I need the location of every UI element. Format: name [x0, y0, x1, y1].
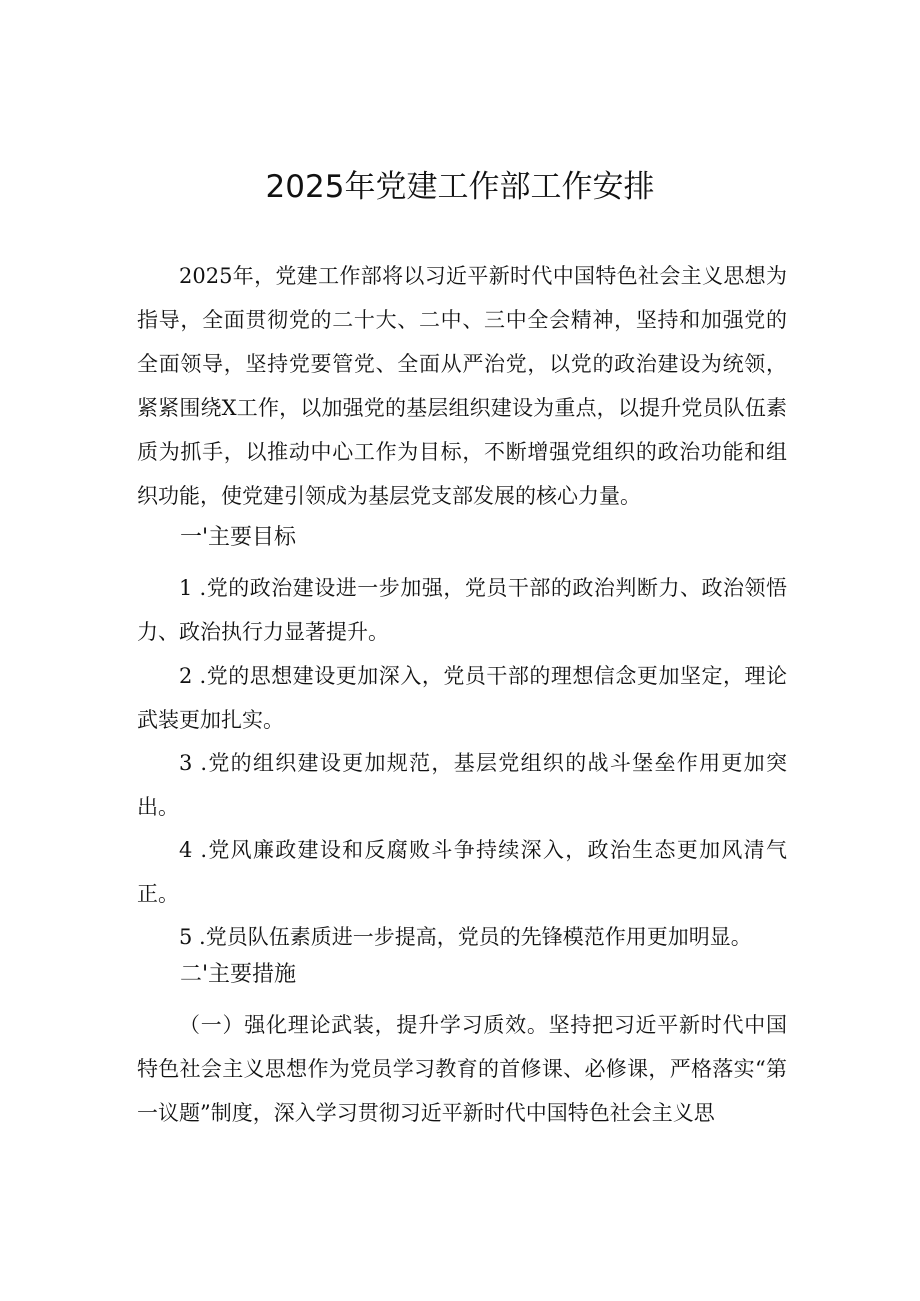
goal-item: 2 .党的思想建设更加深入，党员干部的理想信念更加坚定，理论武装更加扎实。 — [137, 664, 787, 732]
section-heading-main-goals: 一'主要目标 — [180, 525, 297, 550]
section-heading-main-measures: 二'主要措施 — [180, 962, 297, 987]
intro-paragraph: 2025年，党建工作部将以习近平新时代中国特色社会主义思想为指导，全面贯彻党的二十大、二中、三中全会精神，坚持和加强党的全面领导，坚持党要管党、全面从严治党，以党的政治建设为统领，紧紧围绕X工作，以加强党的基层组织建设为重点，以提升党员队伍素质为抓手，以推动中心工作为目标，不断增强党组织的政治功能和组织功能，使党建引领成为基层党支部发展的核心力量。 — [137, 264, 787, 508]
document-title: 2025年党建工作部工作安排 — [265, 169, 655, 205]
goal-item: 4 .党风廉政建设和反腐败斗争持续深入，政治生态更加风清气正。 — [137, 838, 787, 906]
goal-item: 3 .党的组织建设更加规范，基层党组织的战斗堡垒作用更加突出。 — [137, 751, 787, 819]
goal-item: 1 .党的政治建设进一步加强，党员干部的政治判断力、政治领悟力、政治执行力显著提升。 — [137, 576, 787, 644]
goal-item: 5 .党员队伍素质进一步提高，党员的先锋模范作用更加明显。 — [179, 925, 752, 949]
measure-paragraph: （一）强化理论武装，提升学习质效。坚持把习近平新时代中国特色社会主义思想作为党员学习教育的首修课、必修课，严格落实“第一议题”制度，深入学习贯彻习近平新时代中国特色社会主义思 — [137, 1013, 787, 1125]
